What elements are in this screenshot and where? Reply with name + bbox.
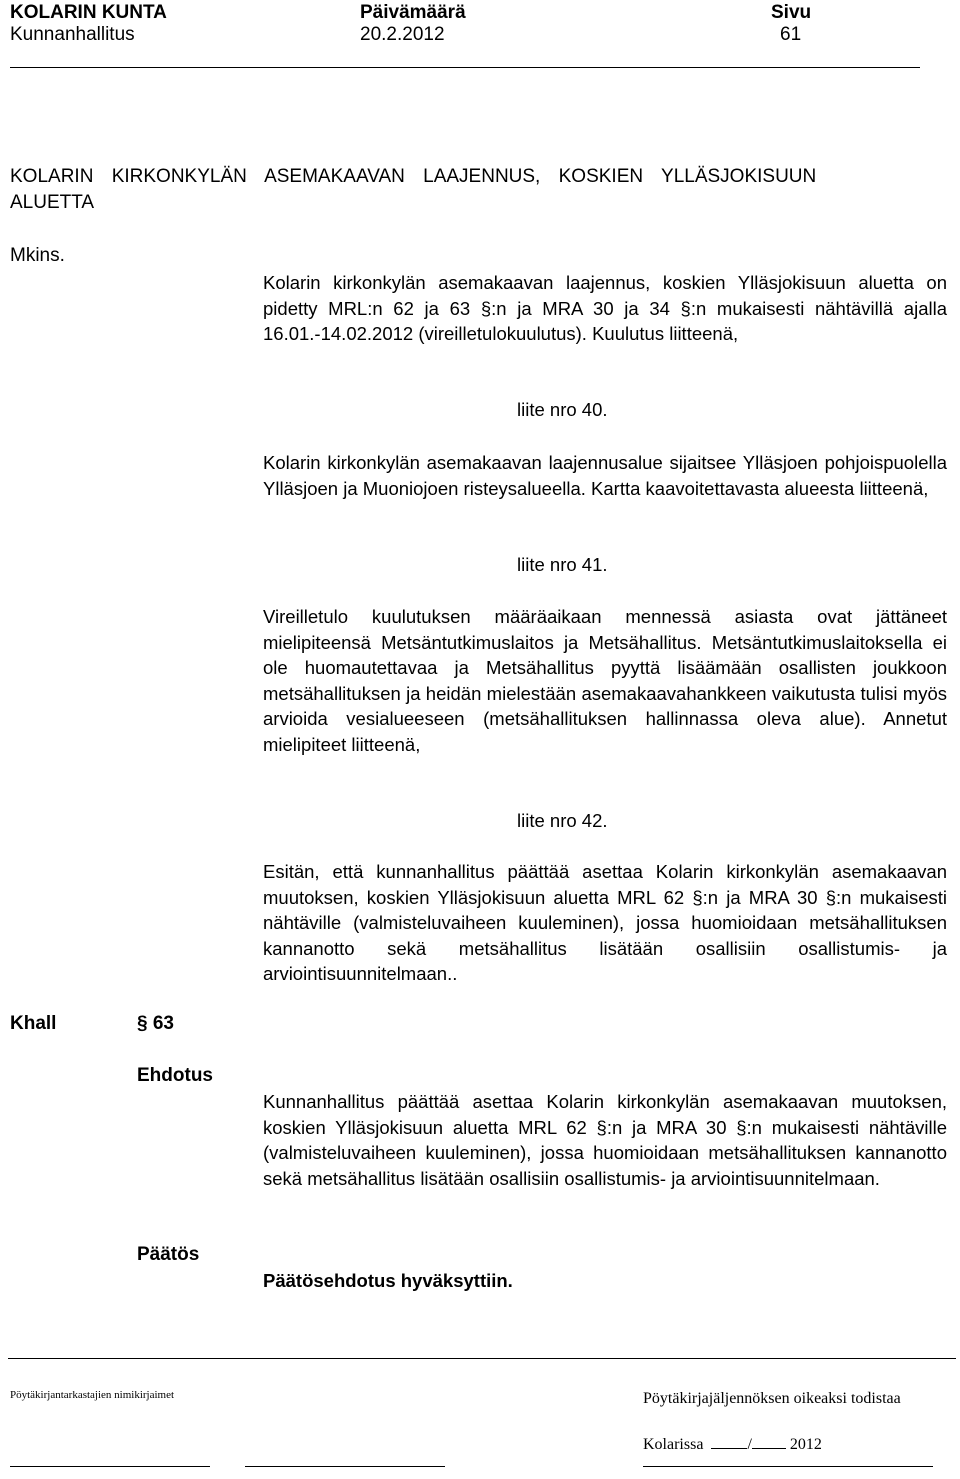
page-number: 61: [780, 24, 802, 45]
ehdotus-label: Ehdotus: [137, 1065, 213, 1086]
decision-approved: Päätösehdotus hyväksyttiin.: [263, 1270, 513, 1291]
header-rule: [10, 67, 920, 68]
body-name: Kunnanhallitus: [10, 24, 135, 45]
footer-year: 2012: [789, 1436, 822, 1453]
footer-place-date: [643, 1434, 822, 1455]
org-name: KOLARIN KUNTA: [10, 2, 167, 23]
title-line-2: ALUETTA: [10, 192, 95, 213]
proposal-text: Esitän, että kunnanhallitus päättää asettaa Kolarin kirkonkylän asemakaavan muutoksen, koskien Ylläsjokisuun aluetta MRL 62 §:n ja MRA 30 §:n mukaisesti nähtäville (valmisteluvaiheen kuuleminen), jossa huomioidaan metsähallituksen kannanotto sekä metsähallitus lisätään osallisiin osallistumis- ja arviointisuunnitelmaan..: [263, 861, 947, 985]
paragraph-3: Vireilletulo kuulutuksen määräaikaan mennessä asiasta ovat jättäneet mielipiteensä Metsäntutkimuslaitos ja Metsähallitus. Metsäntutkimuslaitoksella ei ole huomautettavaa ja Metsähallitus pyyttä lisäämään osallisten joukkoon metsähallituksen ja heidän mielestään asemakaavahankkeen vaikutusta tulisi myös arvioida vesialueeseen (metsähallituksen hallinnassa oleva alue). Annetut mielipiteet liitteenä,: [263, 606, 947, 755]
attachment-41: liite nro 41.: [517, 554, 608, 575]
date-label: Päivämäärä: [360, 2, 466, 23]
initials-line-2: [245, 1466, 445, 1467]
attachment-42: liite nro 42.: [517, 810, 608, 831]
paragraph-1: Kolarin kirkonkylän asemakaavan laajennus, koskien Ylläsjokisuun aluetta on pidetty MRL:n 62 ja 63 §:n ja MRA 30 ja 34 §:n mukaisesti nähtävillä ajalla 16.01.-14.02.2012 (vireilletulokuulutus). Kuulutus liitteenä,: [263, 272, 947, 345]
footer-certify-label: Pöytäkirjajäljennöksen oikeaksi todistaa: [643, 1390, 901, 1407]
certify-signature-line: [643, 1466, 933, 1467]
title-line-1: KOLARIN KIRKONKYLÄN ASEMAKAAVAN LAAJENNUS, KOSKIEN YLLÄSJOKISUUN: [10, 166, 817, 187]
footer-initials-label: Pöytäkirjantarkastajien nimikirjaimet: [10, 1389, 175, 1401]
page-label: Sivu: [771, 2, 812, 23]
khall-label: Khall: [10, 1013, 57, 1034]
initials-line-1: [10, 1466, 210, 1467]
meeting-date: 20.2.2012: [360, 24, 445, 45]
mkins-label: Mkins.: [10, 245, 65, 266]
day-blank: [711, 1434, 747, 1449]
paatos-label: Päätös: [137, 1244, 200, 1265]
section-number: § 63: [137, 1013, 174, 1034]
month-blank: [752, 1434, 786, 1449]
attachment-40: liite nro 40.: [517, 399, 608, 420]
paragraph-2: Kolarin kirkonkylän asemakaavan laajennusalue sijaitsee Ylläsjoen pohjoispuolella Ylläsjoen ja Muoniojoen risteysalueella. Kartta kaavoitettavasta alueesta liitteenä,: [263, 452, 947, 499]
footer-rule: [8, 1358, 956, 1359]
footer-place: Kolarissa: [643, 1436, 704, 1453]
document-title: [10, 164, 945, 216]
date-slash: /: [747, 1436, 752, 1453]
decision-text: Kunnanhallitus päättää asettaa Kolarin kirkonkylän asemakaavan muutoksen, koskien Ylläsjokisuun aluetta MRL 62 §:n ja MRA 30 §:n mukaisesti nähtäville (valmisteluvaiheen kuuleminen), jossa huomioidaan metsähallituksen kannanotto sekä metsähallitus lisätään osallisiin osallistumis- ja arviointisuunnitelmaan.: [263, 1091, 947, 1189]
